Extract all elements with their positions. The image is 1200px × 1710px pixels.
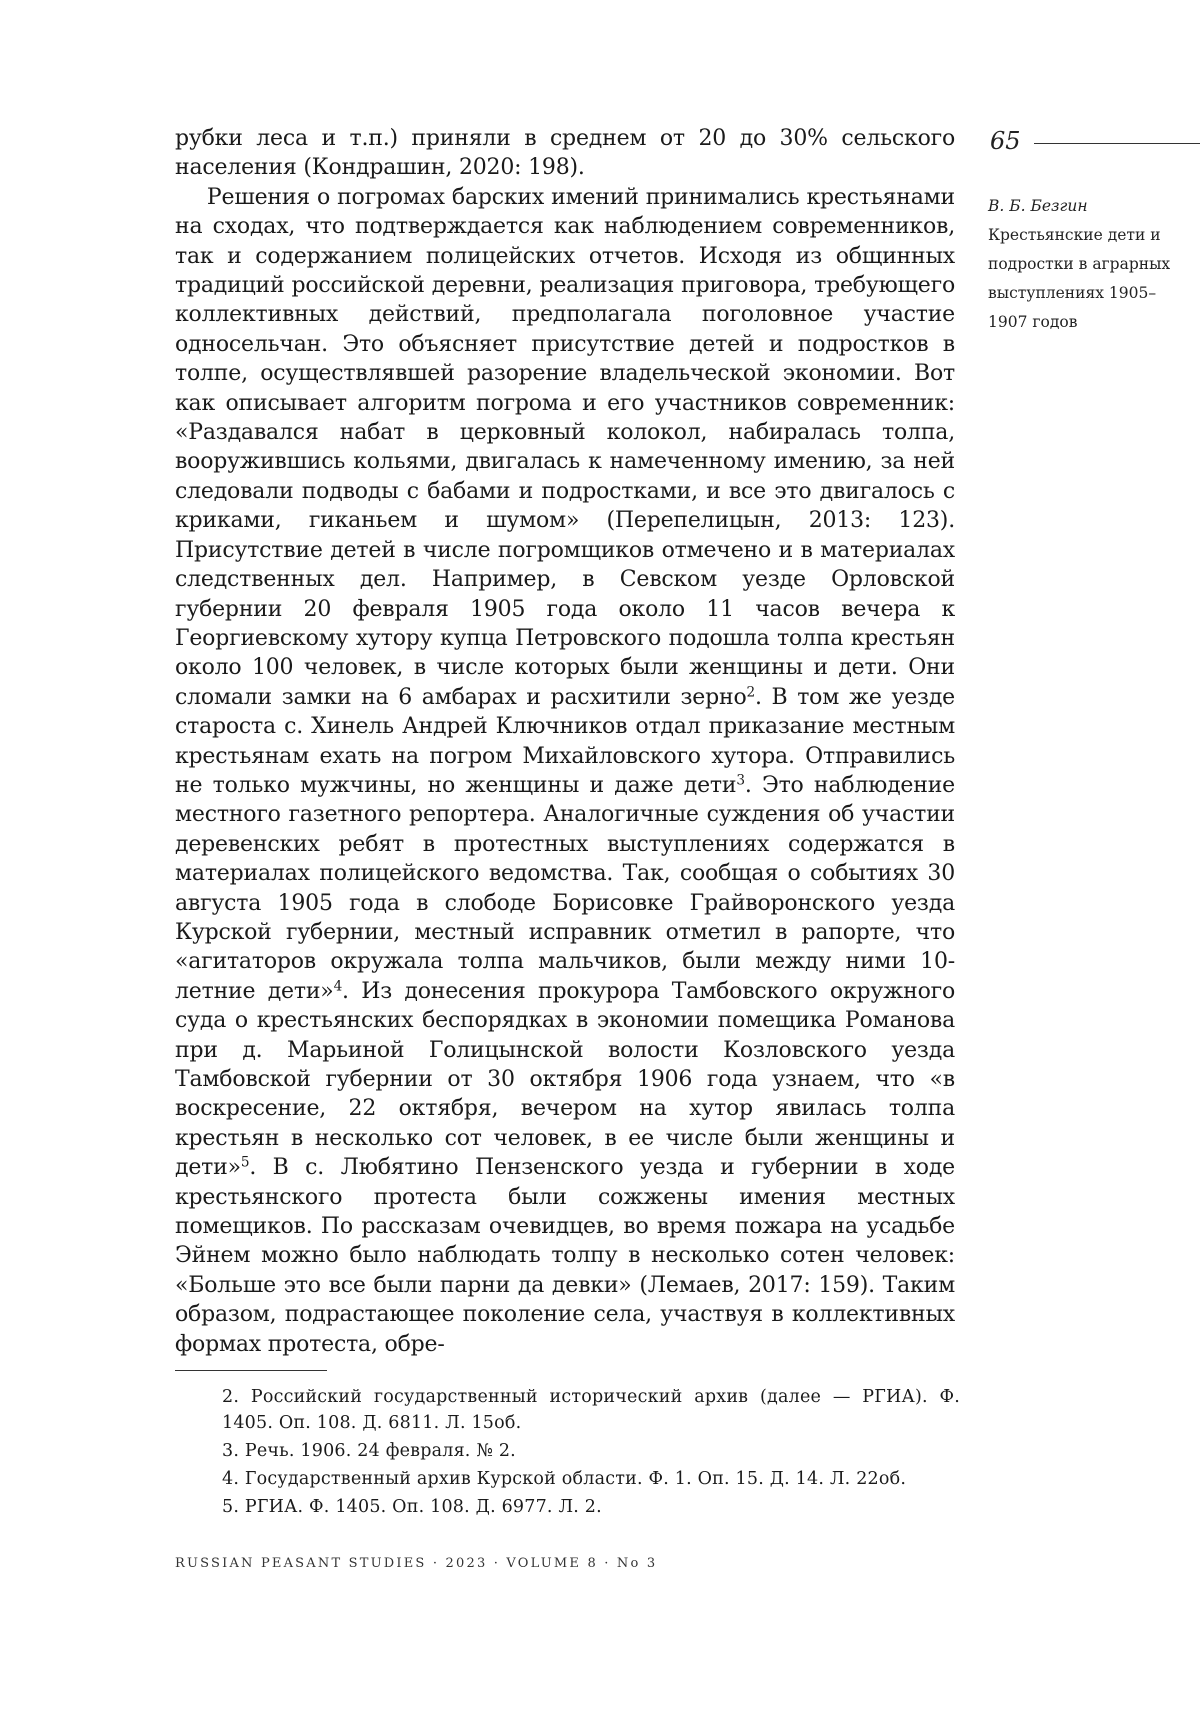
footnote-5: 5. РГИА. Ф. 1405. Оп. 108. Д. 6977. Л. 2.	[222, 1494, 960, 1520]
footnote-3: 3. Речь. 1906. 24 февраля. № 2.	[222, 1438, 960, 1464]
footnote-ref-4[interactable]: 4	[334, 978, 342, 994]
footnote-ref-2[interactable]: 2	[747, 684, 755, 700]
page-number: 65	[990, 126, 1021, 156]
footnote-ref-5[interactable]: 5	[241, 1155, 249, 1171]
paragraph-2-part-2: . В том же уезде староста с. Хинель Андрей Ключников отдал приказание местным крестьянам ехать на погром Михайловского хутора. Отправились не только мужчины, но женщины и даже дети	[175, 685, 955, 798]
paragraph-2	[175, 183, 955, 1359]
footnote-4: 4. Государственный архив Курской области. Ф. 1. Оп. 15. Д. 14. Л. 22об.	[222, 1466, 960, 1492]
paragraph-1: рубки леса и т.п.) приняли в среднем от 20 до 30% сельского населения (Кондрашин, 2020: 198).	[175, 124, 955, 183]
running-head	[988, 192, 1188, 337]
journal-footer: RUSSIAN PEASANT STUDIES · 2023 · VOLUME 8 · No 3	[175, 1556, 657, 1571]
running-head-author: В. Б. Безгин	[988, 192, 1188, 221]
footnote-ref-3[interactable]: 3	[736, 772, 744, 788]
paragraph-2-part-4: . Из донесения прокурора Тамбовского окружного суда о крестьянских беспорядках в экономии помещика Романова при д. Марьиной Голицынской волости Козловского уезда Тамбовской губернии от 30 октября 1906 года узнаем, что «в воскресение, 22 октября, вечером на хутор явилась толпа крестьян в несколько сот человек, в ее числе были женщины и дети»	[175, 979, 955, 1180]
paragraph-2-part-3: . Это наблюдение местного газетного репортера. Аналогичные суждения об участии деревенских ребят в протестных выступлениях содержатся в материалах полицейского ведомства. Так, сообщая о событиях 30 августа 1905 года в слободе Борисовке Грайворонского уезда Курской губернии, местный исправник отметил в рапорте, что «агитаторов окружала толпа мальчиков, были между ними 10-летние дети»	[175, 773, 955, 1004]
running-head-title: Крестьянские дети и подростки в аграрных выступлениях 1905–1907 годов	[988, 221, 1188, 337]
page-number-rule	[1034, 143, 1200, 144]
paragraph-2-part-1: Решения о погромах барских имений принимались крестьянами на сходах, что подтверждается как наблюдением современников, так и содержанием полицейских отчетов. Исходя из общинных традиций российской деревни, реализация приговора, требующего коллективных действий, предполагала поголовное участие односельчан. Это объясняет присутствие детей и подростков в толпе, осуществлявшей разорение владельческой экономии. Вот как описывает алгоритм погрома и его участников современник: «Раздавался набат в церковный колокол, набиралась толпа, вооружившись кольями, двигалась к намеченному имению, за ней следовали подводы с бабами и подростками, и все это двигалось с криками, гиканьем и шумом» (Перепелицын, 2013: 123). Присутствие детей в числе погромщиков отмечено и в материалах следственных дел. Например, в Севском уезде Орловской губернии 20 февраля 1905 года около 11 часов вечера к Георгиевскому хутору купца Петровского подошла толпа крестьян около 100 человек, в числе которых были женщины и дети. Они сломали замки на 6 амбарах и расхитили зерно	[175, 185, 955, 710]
article-body	[175, 124, 955, 1359]
footnotes	[222, 1384, 960, 1522]
footnote-2: 2. Российский государственный исторический архив (далее — РГИА). Ф. 1405. Оп. 108. Д. 6811. Л. 15об.	[222, 1384, 960, 1436]
paragraph-2-part-5: . В с. Любятино Пензенского уезда и губернии в ходе крестьянского протеста были сожжены имения местных помещиков. По рассказам очевидцев, во время пожара на усадьбе Эйнем можно было наблюдать толпу в несколько сотен человек: «Больше это все были парни да девки» (Лемаев, 2017: 159). Таким образом, подрастающее поколение села, участвуя в коллективных формах протеста, обре-	[175, 1155, 955, 1356]
footnote-separator	[175, 1370, 327, 1371]
